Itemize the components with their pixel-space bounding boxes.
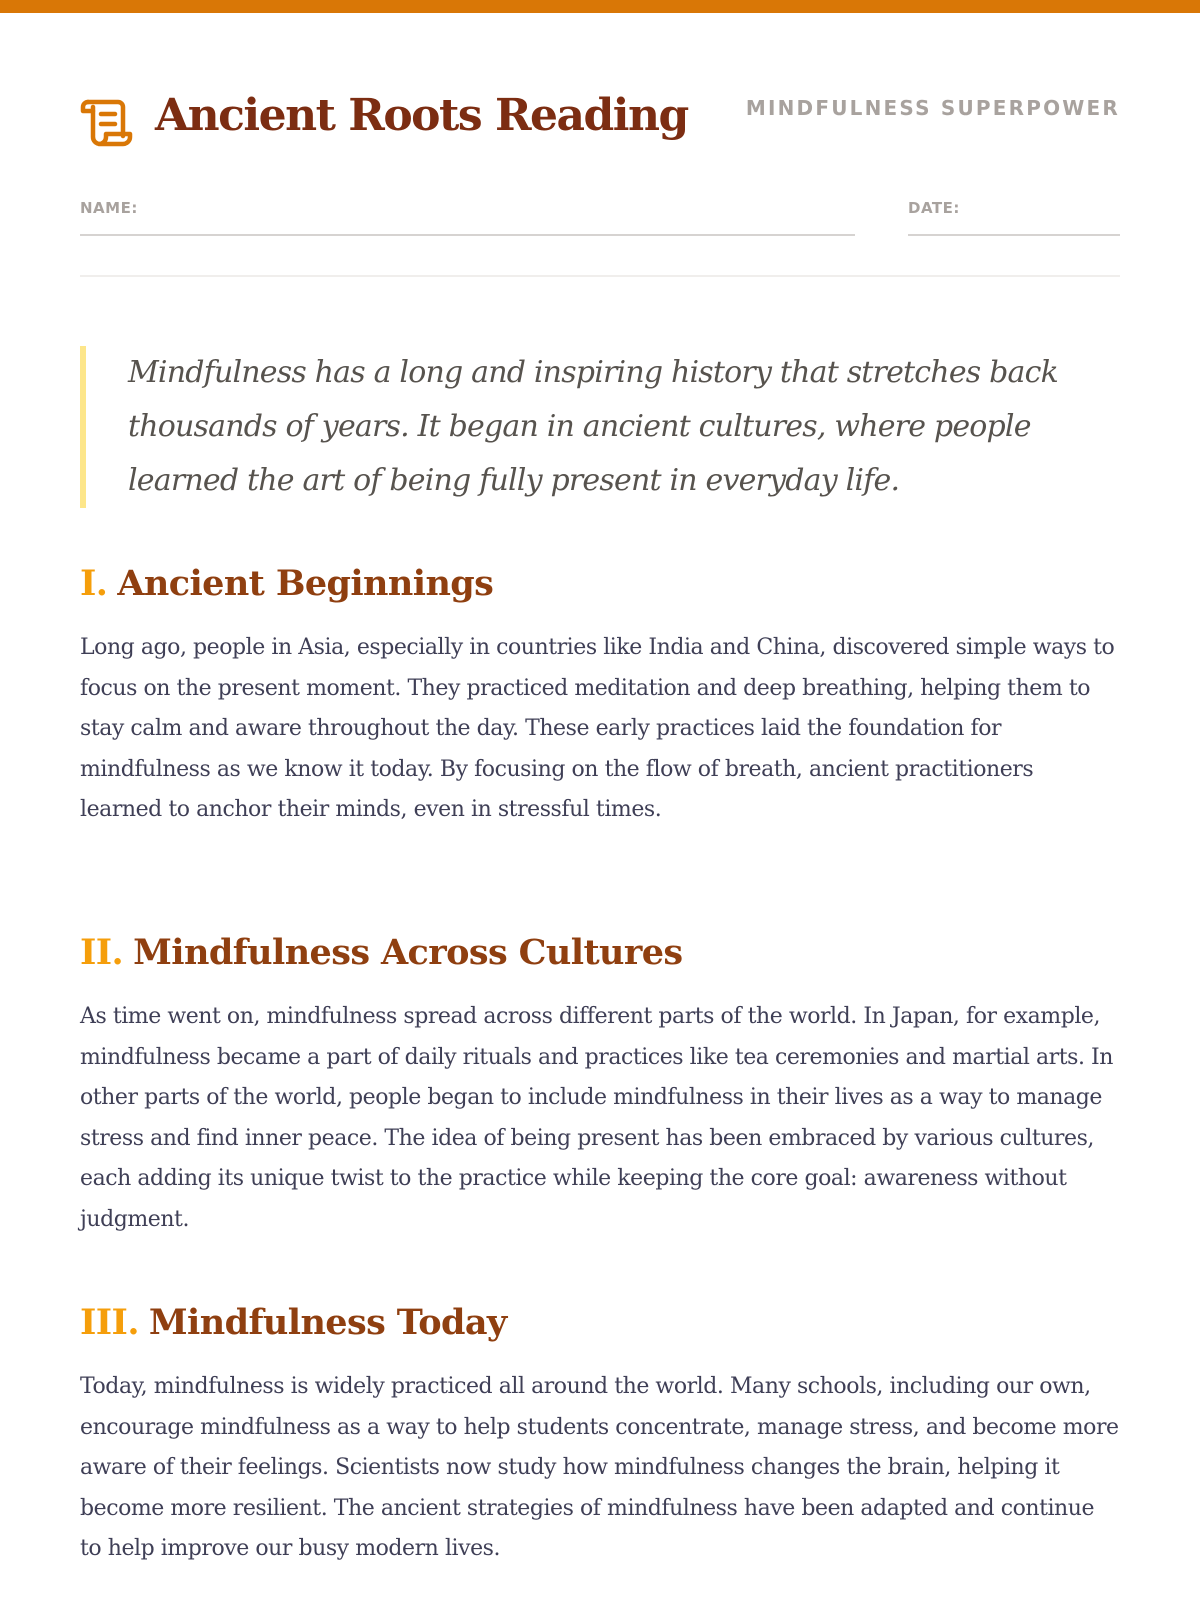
intro-text: Mindfulness has a long and inspiring history that stretches back thousands of years. It began in ancient cultures, where people learned the art of being fully present in everyday life. xyxy=(128,355,1058,498)
top-accent-bar xyxy=(0,0,1200,13)
date-field[interactable] xyxy=(908,198,1120,236)
section-body: Today, mindfulness is widely practiced all around the world. Many schools, including our own, encourage mindfulness as a way to help students concentrate, manage stress, and become more aware of their feelings. Scientists now study how mindfulness changes the brain, helping it become more resilient. The ancient strategies of mindfulness have been adapted and continue to help improve our busy modern lives. xyxy=(80,1374,1119,1561)
section-numeral: II. xyxy=(80,932,124,973)
section-title: Mindfulness Today xyxy=(148,1302,507,1343)
page-title: Ancient Roots Reading xyxy=(155,90,688,141)
scroll-icon xyxy=(80,98,134,148)
section-heading xyxy=(80,563,1120,604)
section-mindfulness-across-cultures xyxy=(80,932,1120,1240)
section-ancient-beginnings xyxy=(80,563,1120,831)
section-heading xyxy=(80,1302,1120,1343)
section-body: Long ago, people in Asia, especially in countries like India and China, discovered simple ways to focus on the present moment. They practiced meditation and deep breathing, helping them to stay calm and aware throughout the day. These early practices laid the foundation for mindfulness as we know it today. By focusing on the flow of breath, ancient practitioners learned to anchor their minds, even in stressful times. xyxy=(80,635,1115,822)
header-divider xyxy=(80,275,1120,277)
name-label: NAME: xyxy=(80,199,138,217)
section-title: Ancient Beginnings xyxy=(117,563,494,604)
intro-quote xyxy=(80,346,1120,508)
date-label: DATE: xyxy=(908,199,960,217)
section-numeral: III. xyxy=(80,1302,139,1343)
section-body: As time went on, mindfulness spread across different parts of the world. In Japan, for example, mindfulness became a part of daily rituals and practices like tea ceremonies and martial arts. In other parts of the world, people began to include mindfulness in their lives as a way to manage stress and find inner peace. The idea of being present has been embraced by various cultures, each adding its unique twist to the practice while keeping the core goal: awareness without judgment. xyxy=(80,1004,1114,1232)
page-subtitle: MINDFULNESS SUPERPOWER xyxy=(745,96,1120,120)
section-heading xyxy=(80,932,1120,973)
section-mindfulness-today xyxy=(80,1302,1120,1570)
section-title: Mindfulness Across Cultures xyxy=(133,932,683,973)
name-field[interactable] xyxy=(80,198,855,236)
section-numeral: I. xyxy=(80,563,108,604)
